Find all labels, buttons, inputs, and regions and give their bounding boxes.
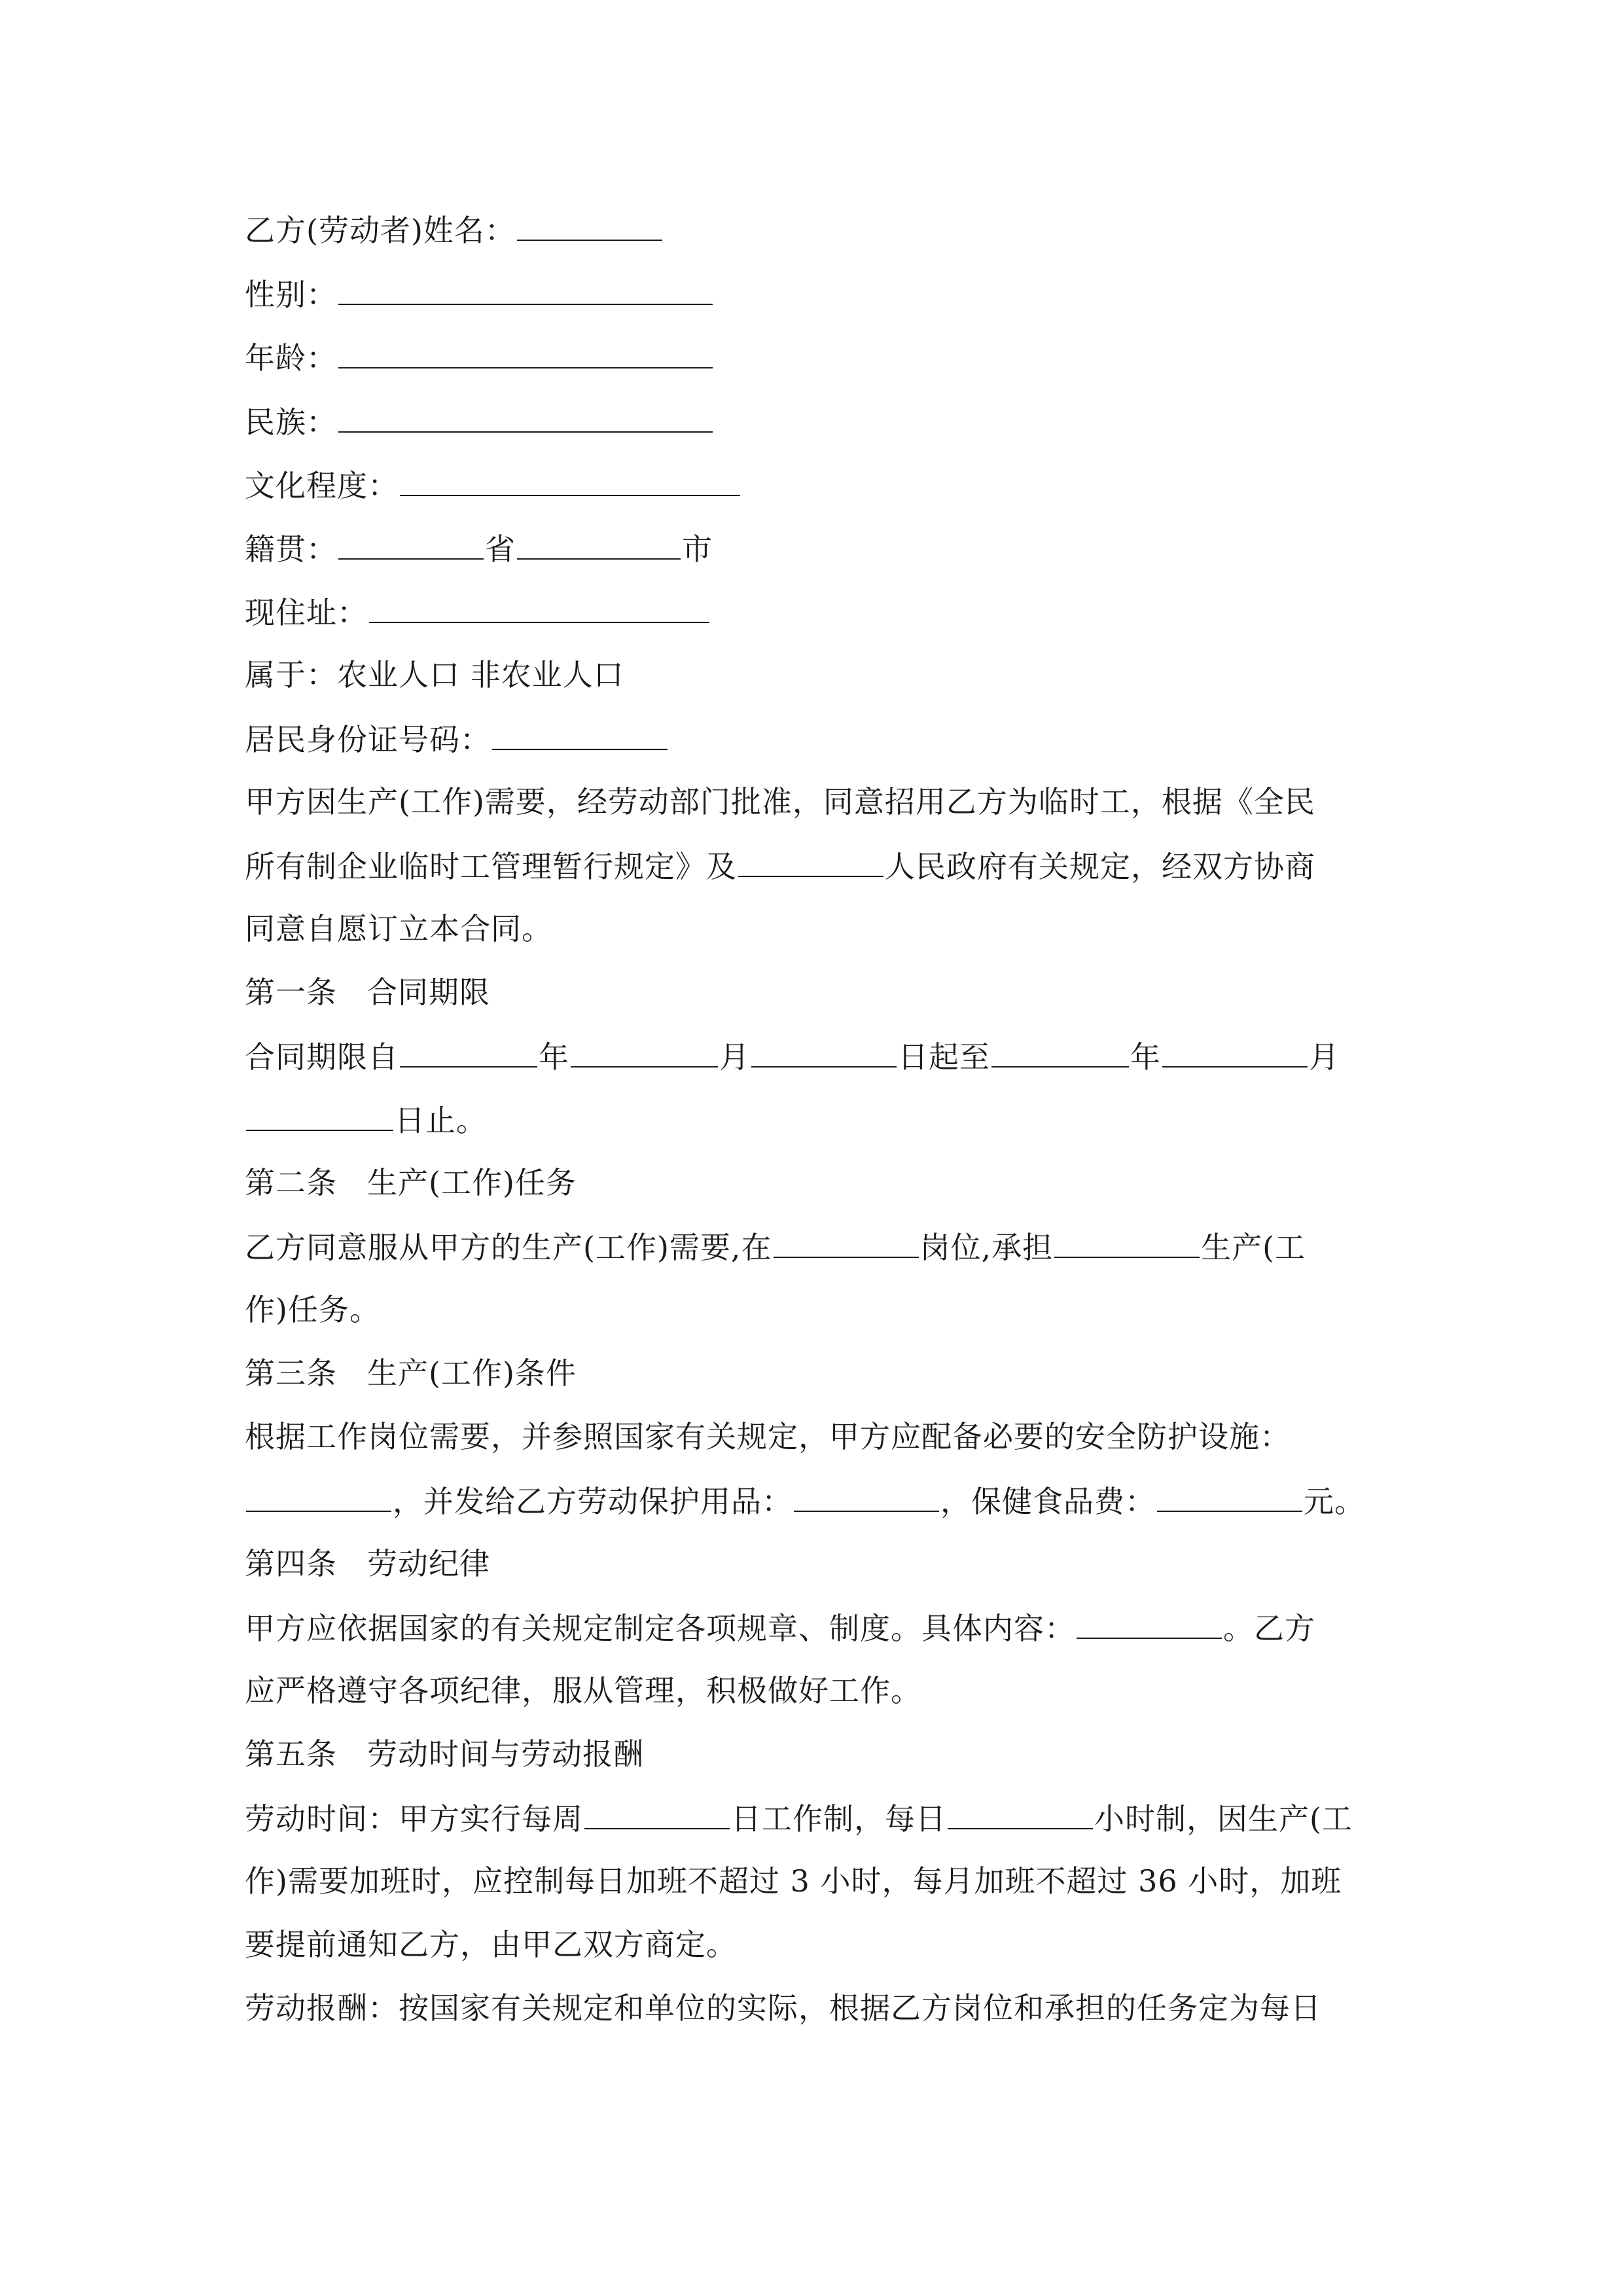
preamble-line-1 <box>245 782 1315 821</box>
article-5-text-d: 作)需要加班时，应控制每日加班不超过 3 小时，每月加班不超过 36 小时，加班 <box>245 1863 1342 1899</box>
end-year-blank[interactable] <box>991 1036 1129 1067</box>
address-label: 现住址： <box>245 595 368 630</box>
article-2-heading <box>245 1163 577 1202</box>
age-label: 年龄： <box>245 340 337 376</box>
article-3-text-d: 元。 <box>1304 1484 1365 1519</box>
start-day-blank[interactable] <box>751 1036 897 1067</box>
article-5-number: 第五条 <box>245 1736 337 1772</box>
gender-field-row <box>245 274 714 314</box>
hours-blank[interactable] <box>948 1798 1093 1829</box>
id-label: 居民身份证号码： <box>245 722 491 757</box>
article-2-title: 生产(工作)任务 <box>367 1165 577 1200</box>
address-blank[interactable] <box>369 592 709 623</box>
article-4-heading <box>245 1544 490 1583</box>
address-field-row <box>245 592 711 632</box>
article-5-line-3 <box>245 1925 737 1964</box>
article-4-title: 劳动纪律 <box>367 1546 490 1581</box>
preamble-text-2a: 所有制企业临时工管理暂行规定》及 <box>245 849 737 884</box>
preamble-line-3 <box>245 909 552 948</box>
id-blank[interactable] <box>492 719 668 750</box>
safety-facilities-blank[interactable] <box>246 1480 391 1512</box>
post-blank[interactable] <box>774 1227 919 1258</box>
article-5-text-c: 小时制，因生产(工 <box>1094 1801 1353 1837</box>
article-1-text-d: 日起至 <box>898 1039 990 1075</box>
protective-equipment-blank[interactable] <box>794 1480 939 1512</box>
article-3-text-a: 根据工作岗位需要，并参照国家有关规定，甲方应配备必要的安全防护设施： <box>245 1419 1291 1454</box>
article-5-title: 劳动时间与劳动报酬 <box>367 1736 644 1772</box>
education-field-row <box>245 465 741 505</box>
name-blank[interactable] <box>517 209 662 241</box>
ethnicity-blank[interactable] <box>338 401 713 433</box>
id-field-row <box>245 719 669 759</box>
article-1-text-e: 年 <box>1130 1039 1161 1075</box>
household-row <box>245 655 624 694</box>
article-4-line-2 <box>245 1671 921 1710</box>
preamble-text-1: 甲方因生产(工作)需要，经劳动部门批准，同意招用乙方为临时工，根据《全民 <box>245 784 1315 819</box>
article-2-line-1 <box>245 1227 1306 1267</box>
article-1-text-a: 合同期限自 <box>245 1039 399 1075</box>
gender-blank[interactable] <box>338 274 713 305</box>
rules-content-blank[interactable] <box>1077 1607 1222 1639</box>
article-4-number: 第四条 <box>245 1546 337 1581</box>
article-1-heading <box>245 973 490 1012</box>
article-5-line-4 <box>245 1988 1321 2028</box>
article-3-heading <box>245 1354 577 1393</box>
article-5-text-b: 日工作制，每日 <box>731 1801 946 1837</box>
origin-city-label: 市 <box>682 531 713 567</box>
name-field-row <box>245 209 664 250</box>
article-2-line-2 <box>245 1290 380 1329</box>
article-3-text-c: ，保健食品费： <box>940 1484 1156 1519</box>
article-2-text-c: 生产(工 <box>1201 1230 1306 1265</box>
origin-label: 籍贯： <box>245 531 337 567</box>
article-3-text-b: ，并发给乙方劳动保护用品： <box>393 1484 793 1519</box>
article-3-line-1 <box>245 1417 1291 1456</box>
government-blank[interactable] <box>738 846 883 877</box>
article-4-text-b: 。乙方 <box>1223 1611 1315 1646</box>
article-1-line-2 <box>245 1100 487 1140</box>
article-1-line-1 <box>245 1036 1340 1077</box>
article-1-text-f: 月 <box>1309 1039 1340 1075</box>
article-4-text-a: 甲方应依据国家的有关规定制定各项规章、制度。具体内容： <box>245 1611 1075 1646</box>
preamble-text-3: 同意自愿订立本合同。 <box>245 911 552 946</box>
article-2-text-a: 乙方同意服从甲方的生产(工作)需要,在 <box>245 1230 772 1265</box>
preamble-text-2b: 人民政府有关规定，经双方协商 <box>885 849 1315 884</box>
preamble-line-2 <box>245 846 1315 886</box>
article-4-text-c: 应严格遵守各项纪律，服从管理，积极做好工作。 <box>245 1673 921 1708</box>
start-year-blank[interactable] <box>400 1036 537 1067</box>
article-3-number: 第三条 <box>245 1355 337 1391</box>
article-3-line-2 <box>245 1480 1365 1521</box>
end-day-blank[interactable] <box>246 1100 393 1131</box>
article-5-text-e: 要提前通知乙方，由甲乙双方商定。 <box>245 1927 737 1962</box>
ethnicity-field-row <box>245 401 714 442</box>
gender-label: 性别： <box>245 277 337 312</box>
age-blank[interactable] <box>338 337 713 368</box>
end-month-blank[interactable] <box>1162 1036 1308 1067</box>
task-blank[interactable] <box>1054 1227 1200 1258</box>
article-2-text-b: 岗位,承担 <box>919 1230 1054 1265</box>
article-5-text-f: 劳动报酬：按国家有关规定和单位的实际，根据乙方岗位和承担的任务定为每日 <box>245 1990 1321 2026</box>
article-2-number: 第二条 <box>245 1165 337 1200</box>
article-5-heading <box>245 1734 644 1774</box>
education-blank[interactable] <box>400 465 740 496</box>
origin-province-blank[interactable] <box>338 528 484 560</box>
age-field-row <box>245 337 714 378</box>
household-label: 属于：农业人口 非农业人口 <box>245 657 624 692</box>
workdays-blank[interactable] <box>584 1798 730 1829</box>
education-label: 文化程度： <box>245 468 399 503</box>
article-1-title: 合同期限 <box>367 975 490 1010</box>
article-3-title: 生产(工作)条件 <box>367 1355 577 1391</box>
start-month-blank[interactable] <box>571 1036 718 1067</box>
name-label: 乙方(劳动者)姓名： <box>245 213 516 248</box>
health-food-fee-blank[interactable] <box>1157 1480 1302 1512</box>
article-1-text-g: 日止。 <box>395 1103 487 1138</box>
article-5-line-2 <box>245 1861 1342 1901</box>
article-5-text-a: 劳动时间：甲方实行每周 <box>245 1801 583 1837</box>
article-5-line-1 <box>245 1798 1353 1839</box>
article-1-number: 第一条 <box>245 975 337 1010</box>
article-4-line-1 <box>245 1607 1315 1648</box>
article-2-text-d: 作)任务。 <box>245 1292 380 1327</box>
origin-city-blank[interactable] <box>517 528 681 560</box>
ethnicity-label: 民族： <box>245 404 337 440</box>
origin-province-label: 省 <box>485 531 516 567</box>
article-1-text-c: 月 <box>719 1039 750 1075</box>
article-1-text-b: 年 <box>539 1039 569 1075</box>
origin-field-row <box>245 528 713 569</box>
